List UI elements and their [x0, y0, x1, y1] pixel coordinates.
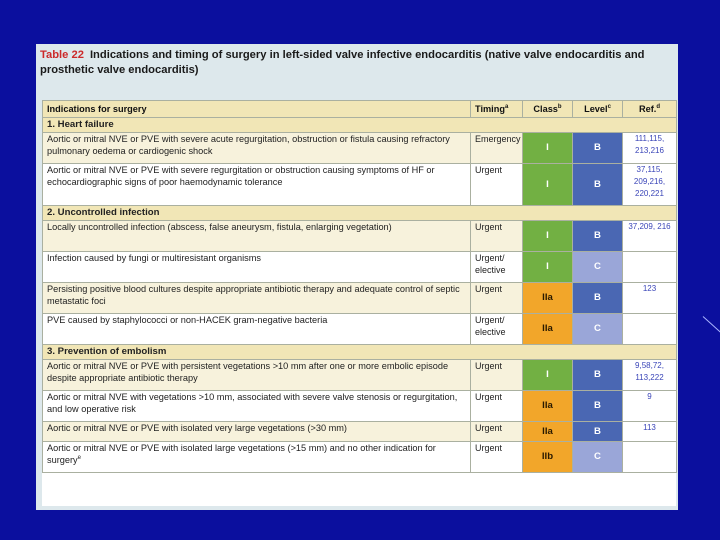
header-indications: Indications for surgery: [43, 101, 471, 118]
header-level: Level$^c$: [573, 101, 623, 118]
header-timing: Timing$^a$: [471, 101, 523, 118]
ref-cell: [623, 252, 677, 283]
class-cell: I: [523, 133, 573, 164]
indication-cell: Aortic or mitral NVE or PVE with persistent vegetations >10 mm after one or more embolic episode despite appropriate antibiotic therapy: [43, 360, 471, 391]
ref-cell: [623, 442, 677, 473]
level-cell: B: [573, 133, 623, 164]
ref-cell: 37,209, 216: [623, 221, 677, 252]
table-row: [43, 314, 677, 345]
table-row: [43, 221, 677, 252]
table-row: [43, 164, 677, 206]
indication-cell: Locally uncontrolled infection (abscess, false aneurysm, fistula, enlarging vegetation): [43, 221, 471, 252]
ref-cell: 111,115, 213,216: [623, 133, 677, 164]
level-cell: B: [573, 164, 623, 206]
class-cell: IIa: [523, 422, 573, 442]
level-cell: B: [573, 422, 623, 442]
indication-cell: Aortic or mitral NVE with vegetations >10 mm, associated with severe valve stenosis or regurgitation, and low operative risk: [43, 391, 471, 422]
header-class: Class$^b$: [523, 101, 573, 118]
class-cell: I: [523, 252, 573, 283]
indication-cell: PVE caused by staphylococci or non-HACEK gram-negative bacteria: [43, 314, 471, 345]
timing-cell: Urgent: [471, 221, 523, 252]
ref-cell: 9: [623, 391, 677, 422]
indications-table: [42, 100, 676, 506]
table-panel: [36, 44, 678, 510]
table-row: [43, 133, 677, 164]
decorative-line: [703, 316, 720, 334]
indication-cell: Infection caused by fungi or multiresistant organisms: [43, 252, 471, 283]
class-cell: IIb: [523, 442, 573, 473]
class-cell: I: [523, 360, 573, 391]
indication-cell: Aortic or mitral NVE or PVE with isolated very large vegetations (>30 mm): [43, 422, 471, 442]
level-cell: C: [573, 252, 623, 283]
table-row: [43, 252, 677, 283]
timing-cell: Urgent/ elective: [471, 252, 523, 283]
ref-cell: 123: [623, 283, 677, 314]
section-header: [43, 118, 677, 133]
table-row: [43, 442, 677, 473]
table-row: [43, 360, 677, 391]
section-header: [43, 206, 677, 221]
ref-cell: 37,115, 209,216, 220,221: [623, 164, 677, 206]
table-title: Indications and timing of surgery in left-sided valve infective endocarditis (native valve endocarditis and prosthetic valve endocarditis): [40, 49, 645, 76]
table-caption: [40, 48, 674, 78]
level-cell: B: [573, 360, 623, 391]
table-row: [43, 391, 677, 422]
level-cell: B: [573, 391, 623, 422]
timing-cell: Urgent: [471, 164, 523, 206]
class-cell: I: [523, 221, 573, 252]
ref-cell: [623, 314, 677, 345]
timing-cell: Urgent: [471, 442, 523, 473]
section-title: 1. Heart failure: [43, 118, 677, 133]
timing-cell: Urgent: [471, 283, 523, 314]
table-body: [43, 118, 677, 473]
table-row: [43, 422, 677, 442]
level-cell: C: [573, 314, 623, 345]
table-number: Table 22: [40, 49, 84, 61]
timing-cell: Urgent: [471, 360, 523, 391]
class-cell: I: [523, 164, 573, 206]
class-cell: IIa: [523, 283, 573, 314]
ref-cell: 113: [623, 422, 677, 442]
level-cell: C: [573, 442, 623, 473]
timing-cell: Emergency: [471, 133, 523, 164]
indication-cell: Aortic or mitral NVE or PVE with severe acute regurgitation, obstruction or fistula causing refractory pulmonary oedema or cardiogenic shock: [43, 133, 471, 164]
timing-cell: Urgent/ elective: [471, 314, 523, 345]
table-row: [43, 283, 677, 314]
level-cell: B: [573, 221, 623, 252]
ref-cell: 9,58,72, 113,222: [623, 360, 677, 391]
level-cell: B: [573, 283, 623, 314]
section-header: [43, 345, 677, 360]
section-title: 3. Prevention of embolism: [43, 345, 677, 360]
indication-cell: Persisting positive blood cultures despite appropriate antibiotic therapy and adequate control of septic metastatic foci: [43, 283, 471, 314]
class-cell: IIa: [523, 391, 573, 422]
indication-cell: Aortic or mitral NVE or PVE with severe regurgitation or obstruction causing symptoms of HF or echocardiographic signs of poor haemodynamic tolerance: [43, 164, 471, 206]
timing-cell: Urgent: [471, 391, 523, 422]
header-ref: Ref.$^d$: [623, 101, 677, 118]
section-title: 2. Uncontrolled infection: [43, 206, 677, 221]
indication-cell: Aortic or mitral NVE or PVE with isolated large vegetations (>15 mm) and no other indication for surgery$^e$: [43, 442, 471, 473]
timing-cell: Urgent: [471, 422, 523, 442]
class-cell: IIa: [523, 314, 573, 345]
